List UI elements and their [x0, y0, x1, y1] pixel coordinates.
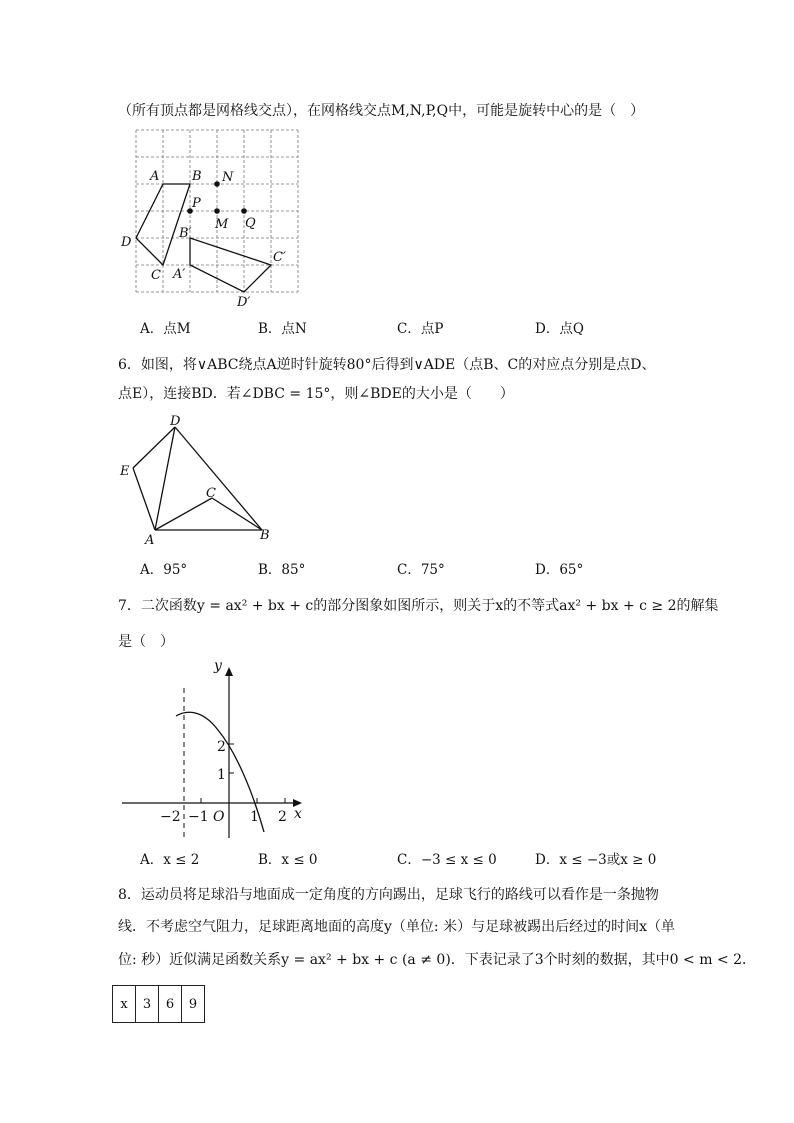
- q6-stem-line1: 6．如图，将∨ABC绕点A逆时针旋转80°后得到∨ADE（点B、C的对应点分别是点D、: [118, 357, 656, 373]
- table-row: [113, 986, 205, 1023]
- table-cell: 3: [136, 986, 159, 1023]
- label-c-prime: C′: [273, 250, 286, 265]
- label-d-prime: D′: [237, 295, 251, 310]
- label-x1: 1: [250, 809, 259, 825]
- label-c: C: [151, 268, 161, 283]
- label-c: C: [206, 486, 216, 501]
- table-cell: 9: [182, 986, 205, 1023]
- label-x2: 2: [278, 809, 287, 825]
- label-neg2: −2: [160, 809, 181, 825]
- q8-stem-line3: 位: 秒）近似满足函数关系y = ax² + bx + c (a ≠ 0)．下表记录了3个时刻的数据，其中0 < m < 2．: [118, 952, 757, 968]
- table-cell: x: [113, 986, 136, 1023]
- q7-option-b: B．x ≤ 0: [258, 852, 318, 868]
- q8-data-table: [112, 985, 205, 1023]
- q7-option-c: C．−3 ≤ x ≤ 0: [397, 852, 497, 868]
- q6-option-a: A．95°: [140, 562, 188, 578]
- label-y: y: [214, 658, 222, 674]
- q7-option-a: A．x ≤ 2: [140, 852, 200, 868]
- label-y1: 1: [217, 767, 226, 783]
- label-origin: O: [213, 809, 225, 825]
- label-e: E: [120, 464, 130, 479]
- q5-option-d: D．点Q: [535, 321, 584, 337]
- q5-option-a: A．点M: [140, 321, 191, 337]
- q7-stem-line1: 7．二次函数y = ax² + bx + c的部分图象如图所示，则关于x的不等式ax² + bx + c ≥ 2的解集: [118, 598, 719, 614]
- q8-stem-line1: 8．运动员将足球沿与地面成一定角度的方向踢出，足球飞行的路线可以看作是一条抛物: [118, 887, 659, 903]
- label-d: D: [121, 235, 132, 250]
- q7-option-d: D．x ≤ −3或x ≥ 0: [535, 852, 657, 868]
- label-a-prime: A′: [173, 267, 186, 282]
- label-m: M: [215, 217, 229, 232]
- label-b: B: [260, 528, 270, 543]
- table-cell: 6: [159, 986, 182, 1023]
- q7-stem-line2: 是（ ）: [118, 634, 174, 650]
- label-a: A: [150, 169, 160, 184]
- q6-option-c: C．75°: [397, 562, 445, 578]
- label-n: N: [222, 170, 234, 185]
- q6-option-d: D．65°: [535, 562, 584, 578]
- label-y2: 2: [217, 739, 226, 755]
- q5-option-b: B．点N: [258, 321, 307, 337]
- y-axis-arrow: [225, 667, 233, 676]
- q8-stem-line2: 线．不考虑空气阻力，足球距离地面的高度y（单位: 米）与足球被踢出后经过的时间x（单: [118, 919, 675, 935]
- label-a: A: [145, 533, 155, 548]
- label-b-prime: B′: [179, 226, 192, 241]
- label-d: D: [170, 414, 181, 429]
- label-neg1: −1: [188, 809, 209, 825]
- q5-option-c: C．点P: [397, 321, 444, 337]
- q6-stem-line2: 点E），连接BD．若∠DBC = 15°，则∠BDE的大小是（ ）: [118, 386, 514, 402]
- q5-stem: （所有顶点都是网格线交点），在网格线交点M,N,P,Q中，可能是旋转中心的是（ ）: [118, 103, 645, 119]
- label-x: x: [294, 806, 302, 822]
- label-p: P: [192, 196, 201, 211]
- label-b: B: [192, 169, 202, 184]
- label-q: Q: [245, 216, 256, 231]
- q6-option-b: B．85°: [258, 562, 306, 578]
